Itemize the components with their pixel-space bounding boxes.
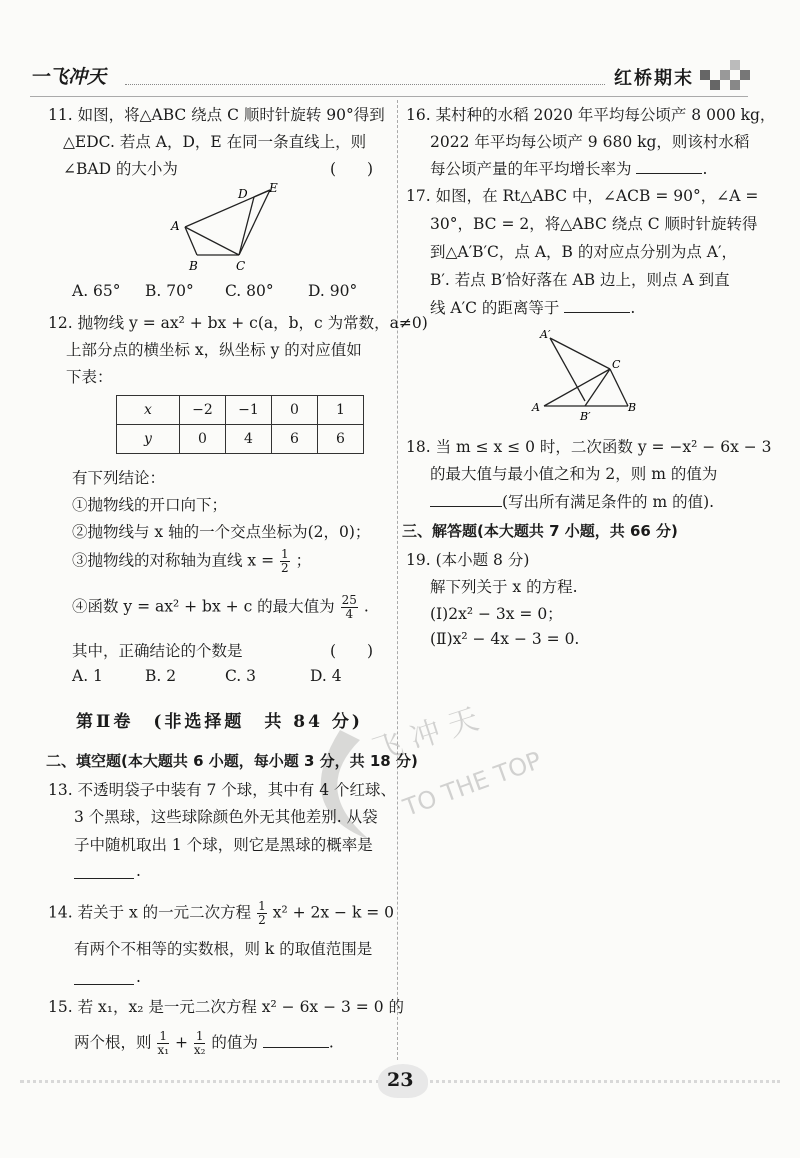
q19-line1: 19. (本小题 8 分) bbox=[406, 551, 530, 569]
q15-text-end: 的值为 bbox=[211, 1033, 258, 1052]
numerator: 1 bbox=[281, 547, 289, 561]
q16-line3: 每公顷产量的年平均增长率为 . bbox=[430, 160, 708, 178]
q17-label-b: B bbox=[628, 401, 637, 414]
q19-line2: 解下列关于 x 的方程. bbox=[430, 578, 578, 596]
q11-label-e: E bbox=[269, 181, 278, 195]
q17-figure bbox=[528, 326, 648, 424]
footer-rule-left bbox=[20, 1080, 380, 1083]
q14-equation: x² + 2x − k = 0 bbox=[272, 903, 395, 922]
table-cell: −1 bbox=[226, 396, 272, 425]
header-rule bbox=[125, 84, 605, 85]
q17-label-a-prime: A′ bbox=[540, 328, 551, 341]
q17-label-a: A bbox=[532, 401, 540, 414]
q11-label-d: D bbox=[238, 187, 248, 201]
q12-intro: 有下列结论： bbox=[72, 469, 166, 487]
q11-option-a: A. 65° bbox=[72, 282, 121, 300]
q13-line2: 3 个黑球，这些球除颜色外无其他差别. 从袋 bbox=[74, 808, 378, 826]
table-row bbox=[117, 425, 364, 454]
denominator: 2 bbox=[258, 913, 266, 927]
part-2-heading: 第Ⅱ卷 (非选择题 共 84 分) bbox=[76, 712, 363, 732]
fraction bbox=[194, 1030, 206, 1057]
section-3-heading: 三、解答题(本大题共 7 小题，共 66 分) bbox=[402, 522, 678, 540]
q11-label-a: A bbox=[171, 219, 180, 233]
q13-line3: 子中随机取出 1 个球，则它是黑球的概率是 bbox=[74, 836, 373, 854]
q17-label-b-prime: B′ bbox=[580, 410, 591, 423]
q12-line1: 12. 抛物线 y = ax² + bx + c(a，b，c 为常数，a≠0) bbox=[48, 314, 428, 332]
q17-line5: 线 A′C 的距离等于 . bbox=[430, 299, 636, 317]
q19-part-2: (Ⅱ)x² − 4x − 3 = 0. bbox=[430, 630, 580, 648]
q12-line3: 下表： bbox=[66, 368, 113, 386]
q13-period: . bbox=[136, 862, 141, 880]
table-cell: 0 bbox=[272, 396, 318, 425]
watermark-cn: 飞 冲 天 bbox=[368, 701, 483, 769]
denominator: x₂ bbox=[193, 1043, 206, 1057]
numerator: 1 bbox=[159, 1029, 168, 1043]
table-cell: 1 bbox=[318, 396, 364, 425]
q14-line2: 有两个不相等的实数根，则 k 的取值范围是 bbox=[74, 940, 373, 958]
q18-text: (写出所有满足条件的 m 的值). bbox=[502, 493, 715, 511]
fraction bbox=[257, 900, 267, 927]
q19-part-1: (Ⅰ)2x² − 3x = 0； bbox=[430, 605, 563, 623]
q15-answer-blank[interactable] bbox=[263, 1047, 329, 1048]
q11-option-d: D. 90° bbox=[308, 282, 358, 300]
table-cell: 0 bbox=[180, 425, 226, 454]
q14-line1 bbox=[48, 900, 394, 927]
q16-line1: 16. 某村种的水稻 2020 年平均每公顷产 8 000 kg， bbox=[406, 106, 776, 124]
q16-answer-blank[interactable] bbox=[636, 173, 702, 174]
q12-line2: 上部分点的横坐标 x，纵坐标 y 的对应值如 bbox=[66, 341, 362, 359]
q14-answer-blank[interactable] bbox=[74, 984, 134, 985]
q11-answer-paren: ( ) bbox=[330, 160, 374, 178]
q18-line3 bbox=[430, 490, 714, 512]
q12-conclusion-4 bbox=[72, 594, 369, 621]
q14-period: . bbox=[136, 968, 141, 986]
q12-option-b: B. 2 bbox=[145, 667, 177, 685]
q11-line3: ∠BAD 的大小为 bbox=[63, 160, 178, 178]
q13-answer-blank[interactable] bbox=[74, 878, 134, 879]
q12-conclusion-3 bbox=[72, 548, 311, 575]
q12-conclusion-2: ②抛物线与 x 轴的一个交点坐标为(2，0)； bbox=[72, 523, 371, 541]
watermark-en: TO THE TOP bbox=[399, 746, 546, 822]
numerator: 1 bbox=[258, 899, 266, 913]
q11-line2: △EDC. 若点 A，D，E 在同一条直线上，则 bbox=[63, 133, 367, 151]
q18-line1: 18. 当 m ≤ x ≤ 0 时，二次函数 y = −x² − 6x − 3 bbox=[406, 438, 772, 456]
q16-line2: 2022 年平均每公顷产 9 680 kg，则该村水稻 bbox=[430, 133, 750, 151]
q11-label-c: C bbox=[236, 259, 246, 273]
fraction bbox=[157, 1030, 169, 1057]
q11-line1: 11. 如图，将△ABC 绕点 C 顺时针旋转 90°得到 bbox=[48, 106, 385, 124]
section-2-heading: 二、填空题(本大题共 6 小题，每小题 3 分，共 18 分) bbox=[46, 752, 418, 770]
brand-logo: 一飞冲天 bbox=[30, 66, 107, 88]
denominator: 2 bbox=[281, 561, 289, 575]
q12-c4-end: . bbox=[363, 597, 369, 616]
denominator: 4 bbox=[345, 607, 354, 621]
q12-answer-paren: ( ) bbox=[330, 642, 374, 660]
column-divider bbox=[397, 100, 398, 1060]
q12-c3-text: ③抛物线的对称轴为直线 x = bbox=[72, 551, 275, 570]
table-cell: −2 bbox=[180, 396, 226, 425]
q17-line3: 到△A′B′C，点 A，B 的对应点分别为点 A′， bbox=[430, 243, 737, 261]
table-cell: x bbox=[117, 396, 180, 425]
denominator: x₁ bbox=[157, 1043, 170, 1057]
q17-answer-blank[interactable] bbox=[564, 312, 630, 313]
q12-option-d: D. 4 bbox=[310, 667, 342, 685]
table-cell: 6 bbox=[318, 425, 364, 454]
q11-label-b: B bbox=[189, 259, 198, 273]
q12-c3-end: ； bbox=[295, 551, 312, 570]
q12-option-c: C. 3 bbox=[225, 667, 257, 685]
q11-figure bbox=[165, 180, 290, 275]
q12-conclusion-1: ①抛物线的开口向下； bbox=[72, 496, 228, 514]
q17-label-c: C bbox=[612, 358, 621, 371]
q18-answer-blank[interactable] bbox=[430, 506, 502, 507]
header-checker-decoration bbox=[700, 60, 750, 94]
q12-c4-text: ④函数 y = ax² + bx + c 的最大值为 bbox=[72, 597, 335, 616]
q13-line1: 13. 不透明袋子中装有 7 个球，其中有 4 个红球、 bbox=[48, 781, 397, 799]
q12-value-table bbox=[116, 395, 364, 454]
footer-rule-right bbox=[425, 1080, 780, 1083]
q14-text: 14. 若关于 x 的一元二次方程 bbox=[48, 903, 252, 922]
fraction bbox=[341, 594, 358, 621]
q15-text: 两个根，则 bbox=[74, 1033, 152, 1052]
q12-option-a: A. 1 bbox=[72, 667, 103, 685]
numerator: 1 bbox=[195, 1029, 204, 1043]
page-number: 23 bbox=[387, 1069, 414, 1091]
header-bottom-rule bbox=[30, 96, 748, 97]
q11-option-c: C. 80° bbox=[225, 282, 274, 300]
q18-line2: 的最大值与最小值之和为 2，则 m 的值为 bbox=[430, 465, 718, 483]
q11-option-b: B. 70° bbox=[145, 282, 194, 300]
q17-line2: 30°，BC = 2，将△ABC 绕点 C 顺时针旋转得 bbox=[430, 215, 758, 233]
plus-sign: + bbox=[174, 1033, 188, 1052]
fraction bbox=[280, 548, 290, 575]
q17-text: 线 A′C 的距离等于 bbox=[430, 299, 560, 317]
q12-question: 其中，正确结论的个数是 bbox=[72, 642, 243, 660]
header-title: 红桥期末 bbox=[614, 68, 694, 89]
q17-line4: B′. 若点 B′恰好落在 AB 边上，则点 A 到直 bbox=[430, 271, 730, 289]
q16-text: 每公顷产量的年平均增长率为 bbox=[430, 160, 632, 178]
table-cell: 6 bbox=[272, 425, 318, 454]
q15-line2: 两个根，则 $\frac{1}{\text{x₁}}$ + $\frac{1}{\text{x₂}}$ 的值为 . bbox=[74, 1029, 334, 1057]
table-cell: 4 bbox=[226, 425, 272, 454]
numerator: 25 bbox=[341, 593, 357, 607]
q17-line1: 17. 如图，在 Rt△ABC 中，∠ACB = 90°，∠A = bbox=[406, 187, 759, 205]
table-row bbox=[117, 396, 364, 425]
q15-line1: 15. 若 x₁，x₂ 是一元二次方程 x² − 6x − 3 = 0 的 bbox=[48, 998, 405, 1016]
table-cell: y bbox=[117, 425, 180, 454]
